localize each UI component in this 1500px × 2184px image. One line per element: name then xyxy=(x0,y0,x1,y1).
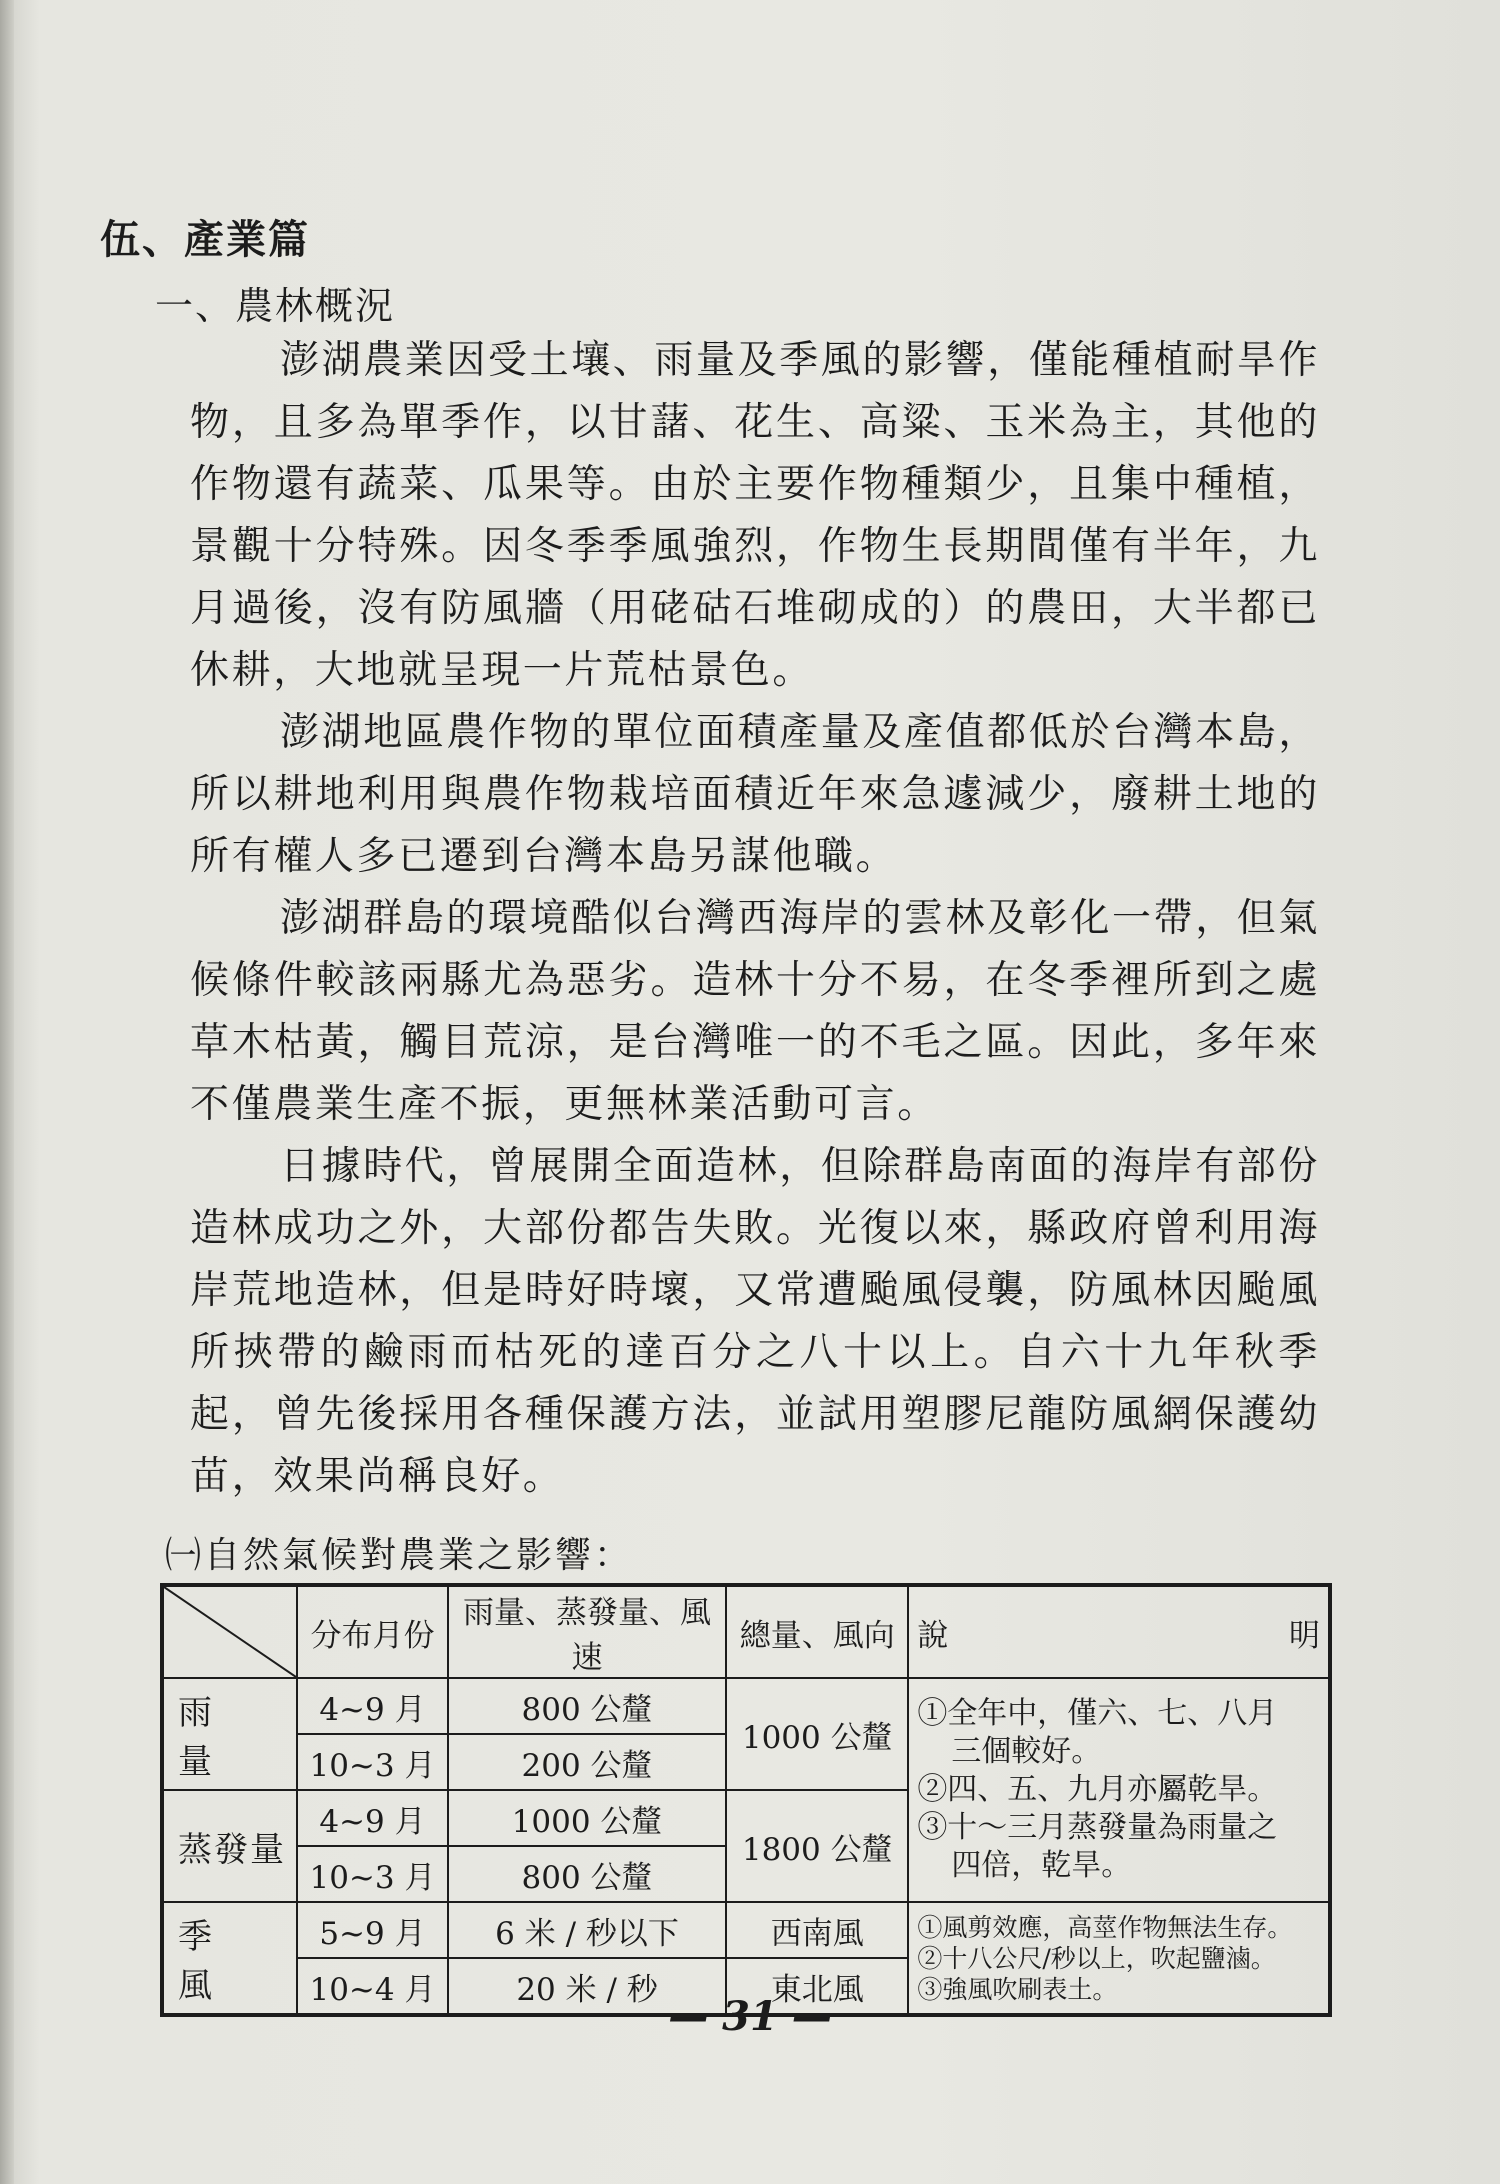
header-total: 總量、風向 xyxy=(726,1585,908,1678)
cell-total: 1000 公釐 xyxy=(726,1678,908,1790)
note-line: 四倍，乾旱。 xyxy=(951,1848,1132,1883)
diagonal-line xyxy=(164,1587,296,1677)
paragraph: 澎湖群島的環境酷似台灣西海岸的雲林及彰化一帶，但氣候條件較該兩縣尤為惡劣。造林十分不易，在冬季裡所到之處草木枯黃，觸目荒涼，是台灣唯一的不毛之區。因此，多年來不僅農業生產不振，更無林業活動可言。 xyxy=(190,896,1321,1127)
page-spine-shadow xyxy=(0,0,14,2184)
header-amount: 雨量、蒸發量、風速 xyxy=(448,1585,726,1678)
header-desc-left: 說 xyxy=(917,1617,949,1654)
section-title: 一、農林概況 xyxy=(155,284,396,328)
cell-month: 4~9 月 xyxy=(297,1678,448,1734)
cell-month: 4~9 月 xyxy=(297,1790,448,1846)
header-desc-right: 明 xyxy=(1289,1617,1320,1654)
diagonal-header-cell xyxy=(162,1585,297,1678)
note-line: ②四、五、九月亦屬乾旱。 xyxy=(917,1772,1278,1807)
table-row xyxy=(162,1678,1330,1734)
note-line: 三個較好。 xyxy=(951,1734,1102,1769)
cell-month: 10~3 月 xyxy=(297,1734,448,1790)
rain-evap-notes xyxy=(908,1678,1330,1902)
cell-amount: 800 公釐 xyxy=(448,1846,726,1902)
note-line: ③十～三月蒸發量為雨量之 xyxy=(917,1810,1278,1845)
cell-month: 5~9 月 xyxy=(297,1902,448,1958)
table-title: ㈠自然氣候對農業之影響： xyxy=(165,1535,634,1576)
climate-impact-table xyxy=(160,1583,1332,2017)
cell-amount: 20 米 / 秒 xyxy=(448,1958,726,2015)
header-months: 分布月份 xyxy=(297,1585,448,1678)
row-label-rain: 雨 量 xyxy=(162,1678,297,1790)
paragraph: 澎湖農業因受土壤、雨量及季風的影響，僅能種植耐旱作物，且多為單季作，以甘藷、花生、高粱、玉米為主，其他的作物還有蔬菜、瓜果等。由於主要作物種類少，且集中種植，景觀十分特殊。因冬季季風強烈，作物生長期間僅有半年，九月過後，沒有防風牆（用硓𥑮石堆砌成的）的農田，大半都已休耕，大地就呈現一片荒枯景色。 xyxy=(190,338,1321,693)
table-header-row xyxy=(162,1585,1330,1678)
cell-total: 1800 公釐 xyxy=(726,1790,908,1902)
note-line: ①全年中，僅六、七、八月 xyxy=(917,1696,1278,1731)
cell-direction: 東北風 xyxy=(726,1958,908,2015)
cell-direction: 西南風 xyxy=(726,1902,908,1958)
paragraph: 澎湖地區農作物的單位面積產量及產值都低於台灣本島，所以耕地利用與農作物栽培面積近年來急遽減少，廢耕土地的所有權人多已遷到台灣本島另謀他職。 xyxy=(190,710,1321,879)
page-number: — 31 — xyxy=(668,1993,832,2040)
paragraph: 日據時代，曾展開全面造林，但除群島南面的海岸有部份造林成功之外，大部份都告失敗。光復以來，縣政府曾利用海岸荒地造林，但是時好時壞，又常遭颱風侵襲，防風林因颱風所挾帶的鹼雨而枯死的達百分之八十以上。自六十九年秋季起，曾先後採用各種保護方法，並試用塑膠尼龍防風網保護幼苗，效果尚稱良好。 xyxy=(190,1144,1321,1499)
note-line: ②十八公尺/秒以上，吹起鹽滷。 xyxy=(917,1943,1276,1973)
chapter-title: 伍、產業篇 xyxy=(100,216,310,263)
header-description xyxy=(908,1585,1330,1678)
cell-amount: 1000 公釐 xyxy=(448,1790,726,1846)
cell-month: 10~3 月 xyxy=(297,1846,448,1902)
body-text xyxy=(190,330,1320,1508)
table-row xyxy=(162,1902,1330,1958)
row-label-monsoon: 季 風 xyxy=(162,1902,297,2015)
note-line: ①風剪效應，高莖作物無法生存。 xyxy=(917,1912,1293,1942)
cell-month: 10~4 月 xyxy=(297,1958,448,2015)
cell-amount: 200 公釐 xyxy=(448,1734,726,1790)
cell-amount: 800 公釐 xyxy=(448,1678,726,1734)
note-line: ③強風吹刷表土。 xyxy=(917,1974,1118,2004)
row-label-evaporation: 蒸發量 xyxy=(162,1790,297,1902)
cell-amount: 6 米 / 秒以下 xyxy=(448,1902,726,1958)
